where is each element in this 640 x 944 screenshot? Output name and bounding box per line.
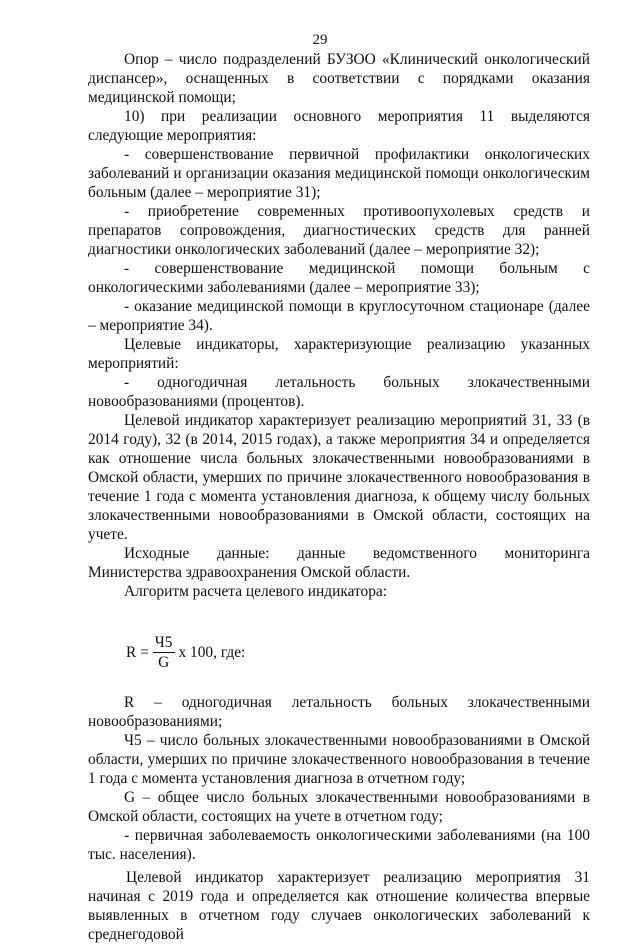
formula-denominator: G (158, 654, 170, 671)
list-item-activity-34: - оказание медицинской помощи в круглосуточном стационаре (далее – мероприятие 34). (88, 298, 590, 334)
formula-lhs: R = (126, 644, 149, 661)
paragraph-opor-definition: Опор – число подразделений БУЗОО «Клинический онкологический диспансер», оснащенных в соответствии с порядками оказания медицинской помощи; (88, 51, 590, 106)
page-number: 29 (312, 32, 328, 48)
paragraph-algorithm-heading: Алгоритм расчета целевого индикатора: (124, 583, 388, 600)
list-item-activity-32: - приобретение современных противоопухолевых средств и препаратов сопровождения, диагностических средств для ранней диагностики онкологических заболеваний (далее – мероприятие 32); (88, 203, 590, 258)
list-item-primary-incidence: - первичная заболеваемость онкологическими заболеваниями (на 100 тыс. населения). (88, 827, 590, 863)
paragraph-activity-11-intro: 10) при реализации основного мероприятия 11 выделяются следующие мероприятия: (88, 108, 590, 144)
definition-g: G – общее число больных злокачественными новообразованиями в Омской области, состоящих на учете в отчетном году; (88, 789, 590, 825)
list-item-activity-33: - совершенствование медицинской помощи больным с онкологическими заболеваниями (далее – мероприятие 33); (88, 260, 590, 296)
formula-block (88, 601, 590, 693)
list-item-activity-31: - совершенствование первичной профилактики онкологических заболеваний и организации оказания медицинской помощи онкологическим больным (далее – мероприятие 31); (88, 146, 590, 201)
paragraph-source-data: Исходные данные: данные ведомственного мониторинга Министерства здравоохранения Омской области. (88, 545, 590, 581)
paragraph-indicator-31-description: Целевой индикатор характеризует реализацию мероприятия 31 начиная с 2019 года и определяется как отношение количества впервые выявленных в отчетном году случаев онкологических заболеваний к среднегодовой (88, 869, 590, 943)
paragraph-target-indicators-intro: Целевые индикаторы, характеризующие реализацию указанных мероприятий: (88, 336, 590, 372)
definition-ch5: Ч5 – число больных злокачественными новообразованиями в Омской области, умерших по причине злокачественного новообразования в течение 1 года с момента установления диагноза в отчетном году; (88, 732, 590, 787)
formula (126, 634, 245, 671)
paragraph-indicator-description: Целевой индикатор характеризует реализацию мероприятий 31, 33 (в 2014 году), 32 (в 2014, 2015 годах), а также мероприятия 34 и определяется как отношение числа больных злокачественными новообразованиями в Омской области, умерших по причине злокачественного новообразования в течение 1 года с момента установления диагноза, к общему числу больных злокачественными новообразованиями в Омской области, состоящих на учете. (88, 412, 590, 543)
formula-numerator: Ч5 (154, 634, 173, 651)
document-body (88, 50, 590, 944)
formula-fraction (153, 634, 175, 671)
list-item-one-year-mortality: - одногодичная летальность больных злокачественными новообразованиями (процентов). (88, 374, 590, 410)
definition-r: R – одногодичная летальность больных злокачественными новообразованиями; (88, 694, 590, 730)
formula-rhs: x 100, где: (178, 644, 246, 661)
